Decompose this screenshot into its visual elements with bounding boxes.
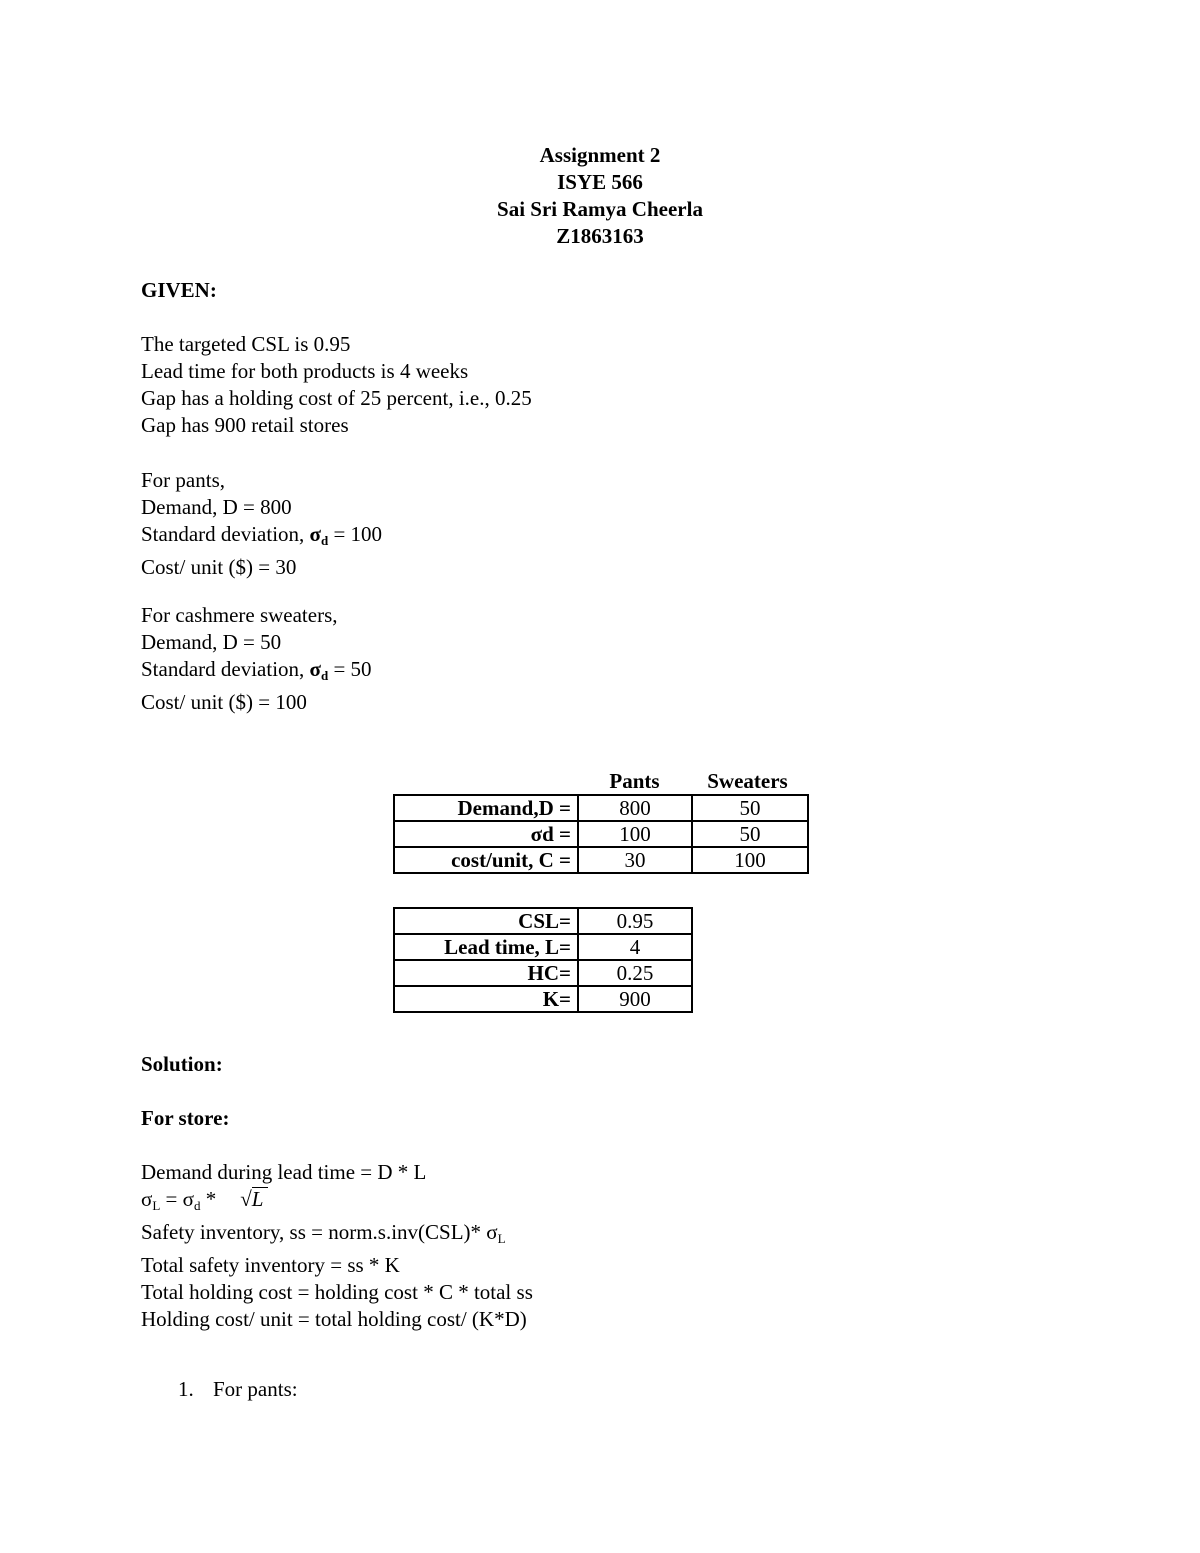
course-code: ISYE 566 (557, 170, 643, 194)
pants-section (141, 467, 382, 581)
param-value: 0.25 (578, 960, 692, 986)
cell-sweaters: 50 (692, 821, 808, 847)
row-label: Demand,D = (394, 795, 578, 821)
pants-intro: For pants, (141, 468, 225, 492)
row-label: σd = (394, 821, 578, 847)
solution-heading: Solution: (141, 1052, 223, 1076)
cell-sweaters: 50 (692, 795, 808, 821)
given-list (141, 331, 532, 439)
table-row (394, 847, 808, 873)
parameter-table (393, 907, 693, 1013)
list-number: 1. (178, 1377, 194, 1401)
param-label: CSL= (394, 908, 578, 934)
formula-demand-lead-time: Demand during lead time = D * L (141, 1160, 427, 1184)
cell-pants: 100 (578, 821, 692, 847)
sweaters-section (141, 602, 372, 716)
list-text: For pants: (213, 1377, 298, 1401)
pants-demand: Demand, D = 800 (141, 495, 292, 519)
column-header-sweaters: Sweaters (707, 769, 788, 793)
sweaters-demand: Demand, D = 50 (141, 630, 282, 654)
formula-sigma-l: $\sigma_L = \sigma_d$ * √ L (141, 1186, 533, 1219)
sweaters-sd: Standard deviation, $\sigma_d = 50$ (141, 657, 372, 683)
formula-total-safety-inventory: Total safety inventory = ss * K (141, 1253, 400, 1277)
formula-list (141, 1159, 533, 1333)
sweaters-intro: For cashmere sweaters, (141, 603, 338, 627)
author-name: Sai Sri Ramya Cheerla (497, 197, 703, 221)
assignment-title: Assignment 2 (539, 143, 661, 167)
square-root-symbol: √ L (238, 1186, 263, 1213)
pants-sd: Standard deviation, $\sigma_d = 100$ (141, 522, 383, 548)
product-table (393, 794, 809, 874)
sweaters-cost: Cost/ unit ($) = 100 (141, 690, 307, 714)
table-row (394, 821, 808, 847)
param-label: K= (394, 986, 578, 1012)
table-row (394, 934, 692, 960)
param-label: HC= (394, 960, 578, 986)
cell-pants: 800 (578, 795, 692, 821)
document-header (0, 142, 1200, 250)
formula-safety-inventory: Safety inventory, ss = norm.s.inv(CSL)* $\sigma_L$ (141, 1220, 506, 1246)
column-header-pants: Pants (609, 769, 660, 793)
formula-total-holding-cost: Total holding cost = holding cost * C * total ss (141, 1280, 533, 1304)
given-line-stores: Gap has 900 retail stores (141, 413, 349, 437)
given-heading: GIVEN: (141, 278, 217, 302)
table-row (394, 986, 692, 1012)
student-id: Z1863163 (556, 224, 644, 248)
given-line-csl: The targeted CSL is 0.95 (141, 332, 351, 356)
param-label: Lead time, L= (394, 934, 578, 960)
cell-sweaters: 100 (692, 847, 808, 873)
cell-pants: 30 (578, 847, 692, 873)
numbered-list-item (178, 1376, 298, 1403)
given-line-lead-time: Lead time for both products is 4 weeks (141, 359, 469, 383)
param-value: 900 (578, 986, 692, 1012)
table-row (394, 908, 692, 934)
row-label: cost/unit, C = (394, 847, 578, 873)
store-heading: For store: (141, 1106, 230, 1130)
table-row (394, 795, 808, 821)
given-line-holding-cost: Gap has a holding cost of 25 percent, i.e., 0.25 (141, 386, 532, 410)
table-row (394, 960, 692, 986)
formula-holding-cost-unit: Holding cost/ unit = total holding cost/ (K*D) (141, 1307, 527, 1331)
pants-cost: Cost/ unit ($) = 30 (141, 555, 297, 579)
param-value: 4 (578, 934, 692, 960)
param-value: 0.95 (578, 908, 692, 934)
